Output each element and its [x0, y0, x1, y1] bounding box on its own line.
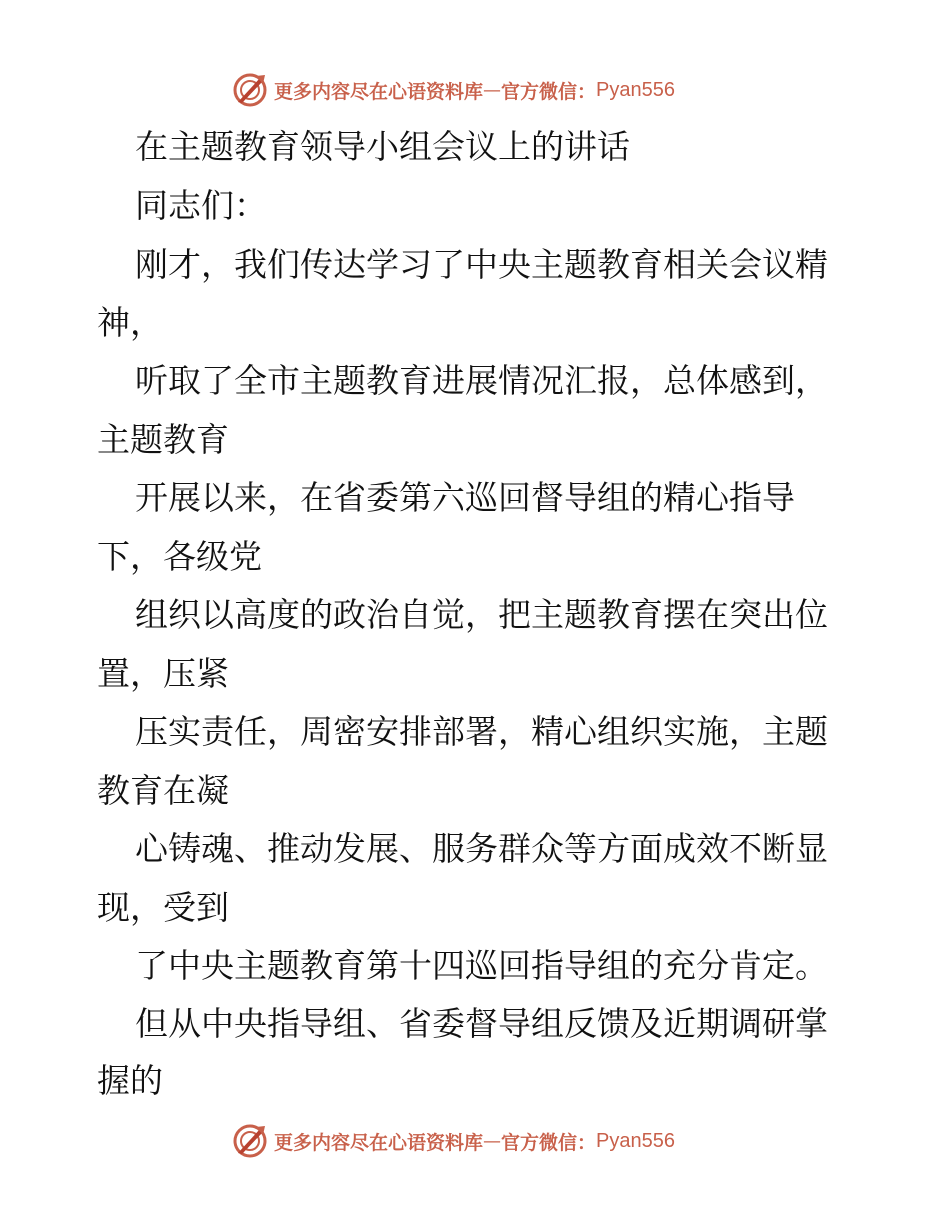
body-line: 主题教育 [97, 420, 229, 459]
body-line: 组织以高度的政治自觉，把主题教育摆在突出位 [135, 595, 828, 634]
banner-wechat-id: Pyan556 [596, 78, 675, 101]
banner-wechat-label: 官方微信： [501, 80, 597, 103]
banner-separator: — [483, 79, 502, 101]
salutation: 同志们： [135, 186, 267, 225]
quill-logo-icon [232, 1123, 268, 1159]
body-line: 开展以来，在省委第六巡回督导组的精心指导 [135, 478, 795, 517]
footer-watermark-banner [232, 1121, 675, 1161]
body-line: 握的 [97, 1061, 163, 1100]
banner-text: 更多内容尽在心语资料库 [274, 1131, 484, 1154]
body-line: 压实责任，周密安排部署，精心组织实施，主题 [135, 712, 828, 751]
header-watermark-banner [232, 70, 675, 110]
body-line: 教育在凝 [97, 771, 229, 810]
body-line: 听取了全市主题教育进展情况汇报，总体感到， [135, 361, 828, 400]
body-line: 心铸魂、推动发展、服务群众等方面成效不断显 [135, 829, 828, 868]
quill-logo-icon [232, 72, 268, 108]
banner-wechat-label: 官方微信： [501, 1131, 597, 1154]
body-line: 下，各级党 [97, 537, 262, 576]
body-line: 刚才，我们传达学习了中央主题教育相关会议精 [135, 245, 828, 284]
banner-separator: — [483, 1130, 502, 1152]
body-line: 置，压紧 [97, 654, 229, 693]
banner-wechat-id: Pyan556 [596, 1129, 675, 1152]
body-line: 神， [97, 303, 163, 342]
document-title: 在主题教育领导小组会议上的讲话 [135, 127, 630, 166]
body-line: 但从中央指导组、省委督导组反馈及近期调研掌 [135, 1004, 828, 1043]
banner-text: 更多内容尽在心语资料库 [274, 80, 484, 103]
body-line: 了中央主题教育第十四巡回指导组的充分肯定。 [135, 946, 828, 985]
body-line: 现，受到 [97, 888, 229, 927]
